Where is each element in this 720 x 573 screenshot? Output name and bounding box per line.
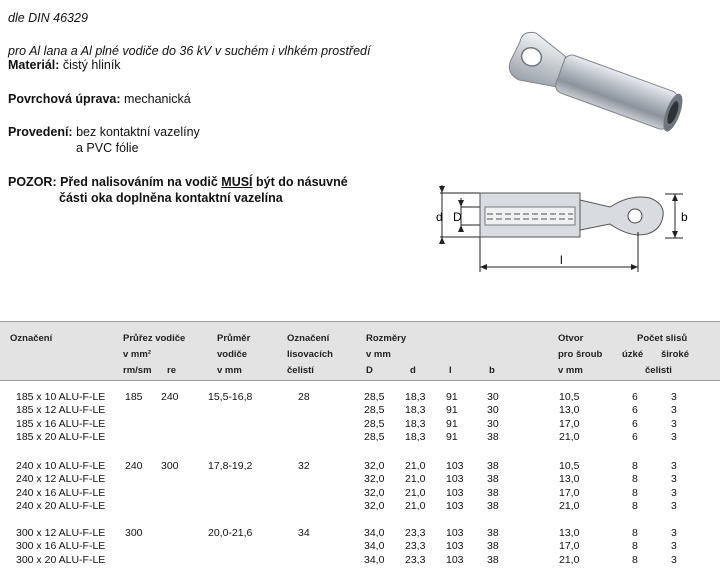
- table-cell-d: 21,0: [405, 473, 426, 485]
- warning-part1: Před nalisováním na vodič: [60, 175, 218, 189]
- table-cell-D: 28,5: [364, 404, 385, 416]
- table-cell-d: 18,3: [405, 418, 426, 430]
- table-cell-siroke: 3: [671, 404, 677, 416]
- surface-label: Povrchová úprava:: [8, 92, 121, 106]
- table-cell-otvor: 17,0: [559, 540, 580, 552]
- table-cell-name: 240 x 10 ALU-F-LE: [16, 460, 106, 472]
- table-cell-re: 240: [161, 391, 179, 403]
- table-cell-d: 18,3: [405, 431, 426, 443]
- th-prurez-1: Průřez vodiče: [123, 333, 186, 344]
- table-cell-siroke: 3: [671, 431, 677, 443]
- table-cell-siroke: 3: [671, 391, 677, 403]
- table-cell-d: 23,3: [405, 554, 426, 566]
- table-cell-prumer: 15,5-16,8: [208, 391, 253, 403]
- table-cell-l: 103: [446, 460, 464, 472]
- table-cell-D: 32,0: [364, 487, 385, 499]
- table-cell-name: 185 x 16 ALU-F-LE: [16, 418, 106, 430]
- table-cell-d: 21,0: [405, 460, 426, 472]
- th-l: l: [449, 365, 452, 376]
- table-cell-D: 34,0: [364, 554, 385, 566]
- design-label: Provedení:: [8, 125, 73, 139]
- warning-label: POZOR:: [8, 175, 57, 189]
- table-cell-lis: 32: [298, 460, 310, 472]
- table-cell-D: 32,0: [364, 500, 385, 512]
- table-cell-d: 18,3: [405, 391, 426, 403]
- table-cell-D: 28,5: [364, 418, 385, 430]
- th-celisti: čelisti: [645, 365, 672, 376]
- table-cell-otvor: 10,5: [559, 391, 580, 403]
- table-cell-b: 38: [487, 540, 499, 552]
- table-cell-otvor: 13,0: [559, 527, 580, 539]
- table-cell-uzke: 6: [632, 431, 638, 443]
- table-cell-otvor: 21,0: [559, 431, 580, 443]
- dim-D-label: D: [453, 210, 462, 224]
- th-otvor-3: v mm: [558, 365, 583, 376]
- table-cell-d: 21,0: [405, 487, 426, 499]
- table-cell-siroke: 3: [671, 540, 677, 552]
- table-cell-lis: 34: [298, 527, 310, 539]
- design-value-2: a PVC fólie: [76, 141, 139, 155]
- th-lis-2: lisovacích: [287, 349, 333, 360]
- table-cell-uzke: 8: [632, 527, 638, 539]
- table-cell-otvor: 21,0: [559, 500, 580, 512]
- table-cell-d: 23,3: [405, 540, 426, 552]
- material-label: Materiál:: [8, 58, 60, 72]
- table-cell-l: 91: [446, 431, 458, 443]
- th-otvor-1: Otvor: [558, 333, 584, 344]
- th-lis-1: Označení: [287, 333, 330, 344]
- table-cell-D: 34,0: [364, 527, 385, 539]
- table-cell-name: 300 x 12 ALU-F-LE: [16, 527, 106, 539]
- table-cell-uzke: 8: [632, 487, 638, 499]
- table-cell-D: 32,0: [364, 473, 385, 485]
- table-cell-siroke: 3: [671, 418, 677, 430]
- table-cell-b: 38: [487, 554, 499, 566]
- table-cell-siroke: 3: [671, 527, 677, 539]
- table-cell-b: 30: [487, 418, 499, 430]
- table-cell-siroke: 3: [671, 460, 677, 472]
- table-cell-b: 30: [487, 404, 499, 416]
- table-cell-uzke: 8: [632, 473, 638, 485]
- table-cell-name: 300 x 16 ALU-F-LE: [16, 540, 106, 552]
- table-cell-siroke: 3: [671, 473, 677, 485]
- dim-b-label: b: [681, 210, 688, 224]
- table-cell-l: 103: [446, 540, 464, 552]
- table-cell-rmsm: 185: [125, 391, 143, 403]
- table-cell-uzke: 8: [632, 540, 638, 552]
- th-prurez-2: v mm²: [123, 349, 151, 360]
- th-uzke: úzké: [622, 349, 644, 360]
- th-b: b: [489, 365, 495, 376]
- table-cell-l: 91: [446, 391, 458, 403]
- th-rozmery-1: Rozměry: [366, 333, 407, 344]
- design-value: bez kontaktní vazelíny: [76, 125, 200, 139]
- th-prumer-1: Průměr: [217, 333, 251, 344]
- table-cell-rmsm: 240: [125, 460, 143, 472]
- table-cell-l: 103: [446, 487, 464, 499]
- table-cell-otvor: 13,0: [559, 473, 580, 485]
- table-cell-otvor: 21,0: [559, 554, 580, 566]
- table-cell-b: 38: [487, 487, 499, 499]
- table-cell-d: 21,0: [405, 500, 426, 512]
- table-cell-l: 103: [446, 473, 464, 485]
- table-cell-siroke: 3: [671, 554, 677, 566]
- th-rozmery-2: v mm: [366, 349, 391, 360]
- table-cell-b: 38: [487, 473, 499, 485]
- table-cell-uzke: 8: [632, 554, 638, 566]
- th-d: d: [410, 365, 416, 376]
- warning-emphasis: MUSÍ: [221, 175, 253, 189]
- table-cell-l: 91: [446, 404, 458, 416]
- table-cell-prumer: 20,0-21,6: [208, 527, 253, 539]
- table-cell-prumer: 17,8-19,2: [208, 460, 253, 472]
- table-cell-l: 103: [446, 554, 464, 566]
- th-lis-3: čelistí: [287, 365, 314, 376]
- th-pocet: Počet slisů: [637, 333, 688, 344]
- table-cell-l: 103: [446, 527, 464, 539]
- table-cell-D: 28,5: [364, 391, 385, 403]
- surface-value: mechanická: [124, 92, 191, 106]
- th-rmsm: rm/sm: [123, 365, 152, 376]
- th-siroke: široké: [661, 349, 689, 360]
- table-cell-name: 185 x 20 ALU-F-LE: [16, 431, 106, 443]
- table-cell-D: 34,0: [364, 540, 385, 552]
- table-cell-b: 30: [487, 391, 499, 403]
- standard-note: dle DIN 46329: [8, 11, 88, 25]
- table-cell-re: 300: [161, 460, 179, 472]
- table-cell-l: 103: [446, 500, 464, 512]
- table-cell-name: 185 x 12 ALU-F-LE: [16, 404, 106, 416]
- table-cell-otvor: 17,0: [559, 418, 580, 430]
- th-oznaceni: Označení: [10, 333, 53, 344]
- table-cell-b: 38: [487, 500, 499, 512]
- table-cell-name: 240 x 12 ALU-F-LE: [16, 473, 106, 485]
- table-cell-D: 32,0: [364, 460, 385, 472]
- table-cell-uzke: 6: [632, 418, 638, 430]
- th-prumer-3: v mm: [217, 365, 242, 376]
- warning-line-2: části oka doplněna kontaktní vazelína: [59, 191, 283, 205]
- table-cell-otvor: 17,0: [559, 487, 580, 499]
- table-cell-name: 240 x 16 ALU-F-LE: [16, 487, 106, 499]
- table-cell-uzke: 6: [632, 404, 638, 416]
- table-cell-uzke: 8: [632, 460, 638, 472]
- table-cell-l: 91: [446, 418, 458, 430]
- table-cell-b: 38: [487, 431, 499, 443]
- th-re: re: [167, 365, 176, 376]
- table-cell-d: 23,3: [405, 527, 426, 539]
- table-cell-name: 185 x 10 ALU-F-LE: [16, 391, 106, 403]
- th-otvor-2: pro šroub: [558, 349, 603, 360]
- table-cell-name: 240 x 20 ALU-F-LE: [16, 500, 106, 512]
- dim-l-label: l: [560, 253, 563, 267]
- table-cell-uzke: 6: [632, 391, 638, 403]
- table-cell-rmsm: 300: [125, 527, 143, 539]
- table-cell-siroke: 3: [671, 500, 677, 512]
- table-cell-otvor: 10,5: [559, 460, 580, 472]
- table-cell-b: 38: [487, 460, 499, 472]
- table-cell-b: 38: [487, 527, 499, 539]
- table-cell-siroke: 3: [671, 487, 677, 499]
- dim-d-label: d: [436, 210, 443, 224]
- table-cell-lis: 28: [298, 391, 310, 403]
- table-cell-uzke: 8: [632, 500, 638, 512]
- th-D: D: [366, 365, 373, 376]
- table-cell-D: 28,5: [364, 431, 385, 443]
- warning-part2: být do násuvné: [256, 175, 348, 189]
- material-value: čistý hliník: [62, 58, 121, 72]
- table-cell-d: 18,3: [405, 404, 426, 416]
- table-cell-name: 300 x 20 ALU-F-LE: [16, 554, 106, 566]
- table-cell-otvor: 13,0: [559, 404, 580, 416]
- th-prumer-2: vodiče: [217, 349, 248, 360]
- purpose-text: pro Al lana a Al plné vodiče do 36 kV v suchém i vlhkém prostředí: [8, 44, 371, 58]
